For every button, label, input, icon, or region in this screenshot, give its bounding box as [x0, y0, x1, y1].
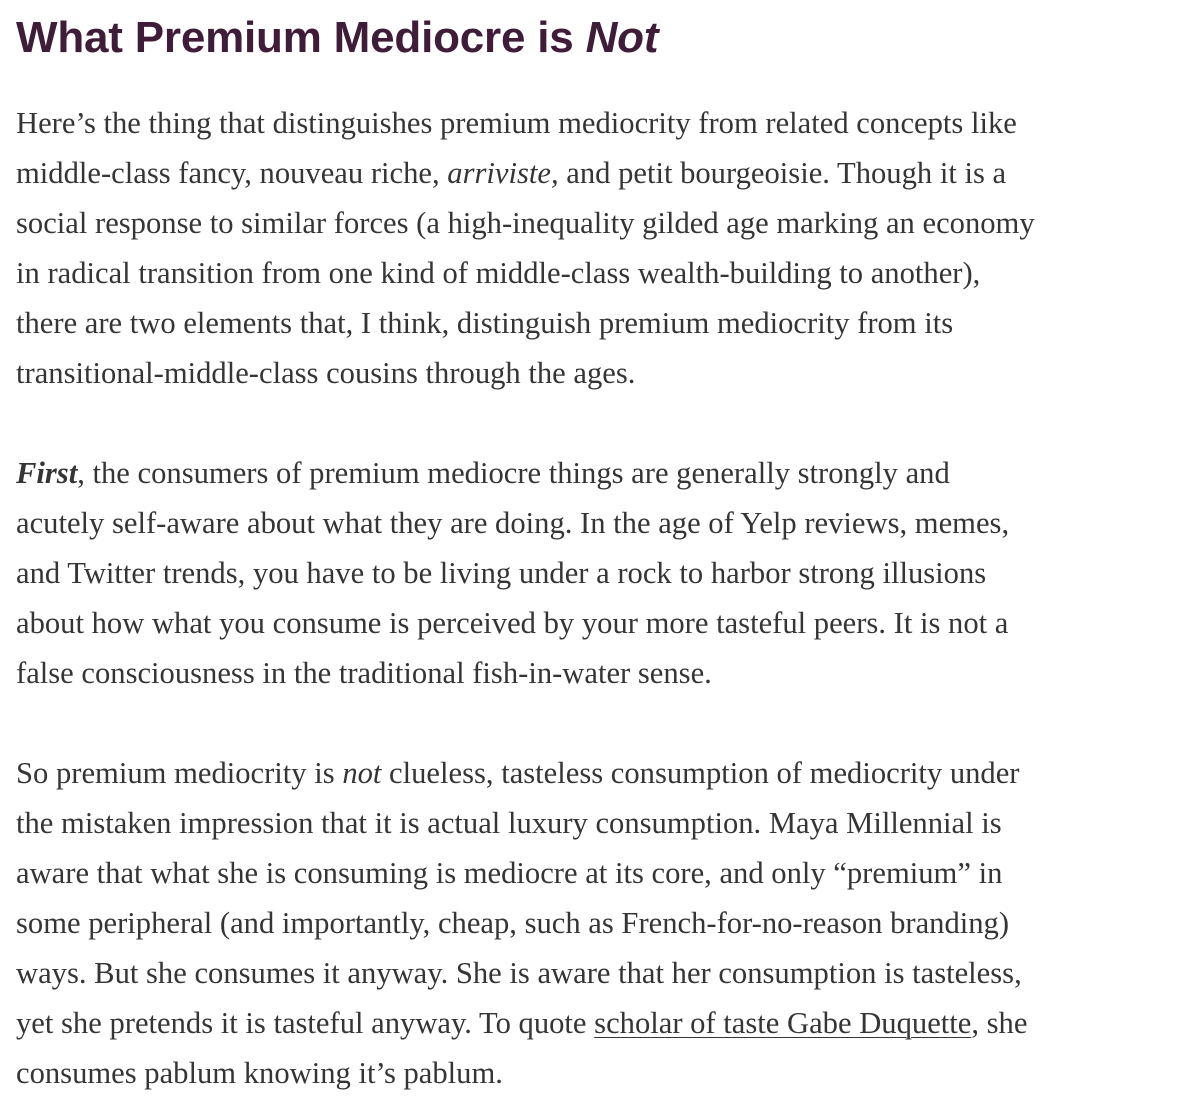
text-line [16, 98, 1191, 148]
text-line [16, 648, 1191, 698]
heading-emphasis: Not [585, 13, 659, 62]
line-text: aware that what she is consuming is mediocre at its core, and only “premium” in [16, 856, 1003, 890]
text-line [16, 598, 1191, 648]
text-line [16, 498, 1191, 548]
scholar-link[interactable]: scholar of taste Gabe Duquette [594, 1006, 972, 1040]
line-text: So premium mediocrity is [16, 756, 343, 790]
text-line [16, 798, 1191, 848]
text-line [16, 1048, 1191, 1098]
paragraph-2 [16, 448, 1191, 698]
italic-term: not [342, 756, 382, 790]
line-text: and petit bourgeoisie. Though it is a [558, 156, 1007, 190]
line-text: in radical transition from one kind of middle-class wealth-building to another), [16, 256, 981, 290]
line-text: consumes pablum knowing it’s pablum. [16, 1056, 503, 1090]
text-line [16, 198, 1191, 248]
line-text: yet she pretends it is tasteful anyway. To quote [16, 1006, 595, 1040]
paragraph-1 [16, 98, 1191, 398]
line-text: , the consumers of premium mediocre things are generally strongly and [77, 456, 950, 490]
text-line [16, 848, 1191, 898]
text-line [16, 748, 1191, 798]
section-heading [16, 12, 1191, 64]
line-text: acutely self-aware about what they are doing. In the age of Yelp reviews, memes, [16, 506, 1010, 540]
line-text: ways. But she consumes it anyway. She is aware that her consumption is tasteless, [16, 956, 1022, 990]
line-text: false consciousness in the traditional fish-in-water sense. [16, 656, 712, 690]
text-line [16, 148, 1191, 198]
line-text: and Twitter trends, you have to be living under a rock to harbor strong illusions [16, 556, 987, 590]
paragraph-3 [16, 748, 1191, 1098]
line-text: Here’s the thing that distinguishes premium mediocrity from related concepts like [16, 106, 1017, 140]
text-line [16, 248, 1191, 298]
heading-text: What Premium Mediocre is [16, 13, 586, 62]
text-line [16, 948, 1191, 998]
bold-italic-lead: First [16, 456, 78, 490]
line-text: there are two elements that, I think, distinguish premium mediocrity from its [16, 306, 954, 340]
italic-term: arriviste, [447, 156, 559, 190]
article [16, 0, 1191, 1098]
line-text: transitional-middle-class cousins through the ages. [16, 356, 636, 390]
line-text: social response to similar forces (a high-inequality gilded age marking an economy [16, 206, 1035, 240]
line-text: about how what you consume is perceived by your more tasteful peers. It is not a [16, 606, 1009, 640]
text-line [16, 898, 1191, 948]
text-line [16, 448, 1191, 498]
text-line [16, 348, 1191, 398]
text-line [16, 998, 1191, 1048]
line-text: clueless, tasteless consumption of mediocrity under [381, 756, 1020, 790]
text-line [16, 548, 1191, 598]
line-text: middle-class fancy, nouveau riche, [16, 156, 448, 190]
line-text: , she [971, 1006, 1028, 1040]
line-text: some peripheral (and importantly, cheap, such as French-for-no-reason branding) [16, 906, 1010, 940]
line-text: the mistaken impression that it is actual luxury consumption. Maya Millennial is [16, 806, 1002, 840]
text-line [16, 298, 1191, 348]
